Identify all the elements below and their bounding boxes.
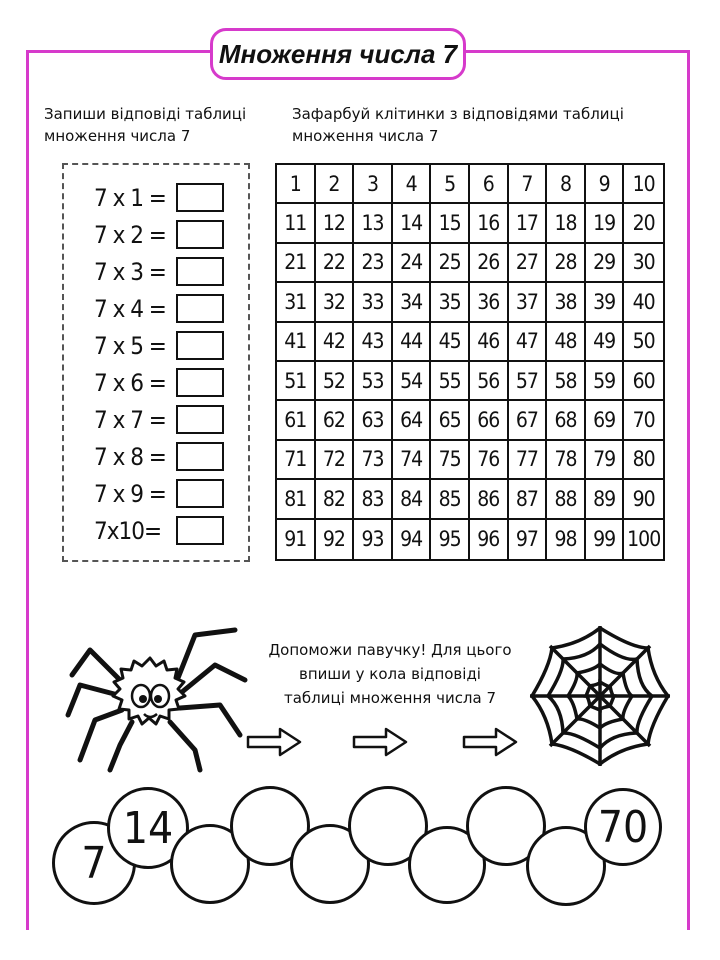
grid-cell[interactable]: 20 xyxy=(624,204,663,243)
grid-cell[interactable]: 91 xyxy=(277,520,316,559)
grid-cell[interactable]: 90 xyxy=(624,480,663,519)
grid-cell[interactable]: 95 xyxy=(431,520,470,559)
grid-cell[interactable]: 58 xyxy=(547,362,586,401)
grid-cell[interactable]: 31 xyxy=(277,283,316,322)
grid-cell[interactable]: 11 xyxy=(277,204,316,243)
grid-cell[interactable]: 35 xyxy=(431,283,470,322)
grid-cell[interactable]: 99 xyxy=(586,520,625,559)
answer-box[interactable] xyxy=(176,294,224,323)
grid-cell[interactable]: 62 xyxy=(316,401,355,440)
grid-cell[interactable]: 83 xyxy=(354,480,393,519)
grid-cell[interactable]: 27 xyxy=(509,244,548,283)
grid-cell[interactable]: 71 xyxy=(277,441,316,480)
chain-circle-filled: 7 xyxy=(52,821,136,905)
grid-cell[interactable]: 37 xyxy=(509,283,548,322)
grid-cell[interactable]: 4 xyxy=(393,165,432,204)
page-title: Множення числа 7 xyxy=(218,38,458,69)
grid-cell[interactable]: 26 xyxy=(470,244,509,283)
equation-row xyxy=(94,183,224,212)
grid-cell[interactable]: 44 xyxy=(393,323,432,362)
instruction-write-answers: Запиши відповіді таблиці множення числа 7 xyxy=(44,105,247,145)
chain-circle-filled: 14 xyxy=(107,787,189,869)
grid-cell[interactable]: 78 xyxy=(547,441,586,480)
equations-panel xyxy=(62,163,250,562)
grid-cell[interactable]: 43 xyxy=(354,323,393,362)
grid-cell[interactable]: 67 xyxy=(509,401,548,440)
grid-cell[interactable]: 98 xyxy=(547,520,586,559)
grid-cell[interactable]: 29 xyxy=(586,244,625,283)
hundred-grid xyxy=(275,163,665,561)
arrow-right-icon xyxy=(246,727,302,757)
answer-box[interactable] xyxy=(176,183,224,212)
grid-cell[interactable]: 13 xyxy=(354,204,393,243)
instruction-color-cells: Зафарбуй клітинки з відповідями таблиці множення числа 7 xyxy=(292,105,624,145)
grid-cell[interactable]: 5 xyxy=(431,165,470,204)
grid-cell[interactable]: 86 xyxy=(470,480,509,519)
grid-cell[interactable]: 48 xyxy=(547,323,586,362)
grid-cell[interactable]: 7 xyxy=(509,165,548,204)
equation-label: 7 x 4 = xyxy=(94,294,166,323)
grid-cell[interactable]: 64 xyxy=(393,401,432,440)
grid-cell[interactable]: 69 xyxy=(586,401,625,440)
grid-cell[interactable]: 25 xyxy=(431,244,470,283)
equation-label: 7 x 6 = xyxy=(94,368,166,397)
grid-cell[interactable]: 15 xyxy=(431,204,470,243)
grid-cell[interactable]: 41 xyxy=(277,323,316,362)
grid-cell[interactable]: 23 xyxy=(354,244,393,283)
spider-icon xyxy=(50,610,250,770)
grid-cell[interactable]: 87 xyxy=(509,480,548,519)
grid-cell[interactable]: 79 xyxy=(586,441,625,480)
grid-cell[interactable]: 68 xyxy=(547,401,586,440)
equation-row xyxy=(94,405,224,434)
grid-cell[interactable]: 14 xyxy=(393,204,432,243)
equation-label: 7 x 5 = xyxy=(94,331,166,360)
equation-label: 7 x 3 = xyxy=(94,257,166,286)
grid-cell[interactable]: 9 xyxy=(586,165,625,204)
equation-row xyxy=(94,220,224,249)
grid-cell[interactable]: 12 xyxy=(316,204,355,243)
grid-cell[interactable]: 33 xyxy=(354,283,393,322)
grid-cell[interactable]: 97 xyxy=(509,520,548,559)
grid-cell[interactable]: 76 xyxy=(470,441,509,480)
answer-box[interactable] xyxy=(176,220,224,249)
grid-cell[interactable]: 38 xyxy=(547,283,586,322)
grid-cell[interactable]: 51 xyxy=(277,362,316,401)
answer-box[interactable] xyxy=(176,368,224,397)
arrow-right-icon xyxy=(352,727,408,757)
grid-cell[interactable]: 17 xyxy=(509,204,548,243)
grid-cell[interactable]: 66 xyxy=(470,401,509,440)
equation-label: 7 x 9 = xyxy=(94,479,166,508)
answer-box[interactable] xyxy=(176,257,224,286)
grid-cell[interactable]: 59 xyxy=(586,362,625,401)
grid-cell[interactable]: 70 xyxy=(624,401,663,440)
grid-cell[interactable]: 74 xyxy=(393,441,432,480)
grid-cell[interactable]: 32 xyxy=(316,283,355,322)
grid-cell[interactable]: 57 xyxy=(509,362,548,401)
grid-cell[interactable]: 42 xyxy=(316,323,355,362)
grid-cell[interactable]: 81 xyxy=(277,480,316,519)
grid-cell[interactable]: 39 xyxy=(586,283,625,322)
equation-row xyxy=(94,368,224,397)
grid-cell[interactable]: 10 xyxy=(624,165,663,204)
grid-cell[interactable]: 50 xyxy=(624,323,663,362)
answer-box[interactable] xyxy=(176,479,224,508)
grid-cell[interactable]: 54 xyxy=(393,362,432,401)
grid-cell[interactable]: 73 xyxy=(354,441,393,480)
grid-cell[interactable]: 88 xyxy=(547,480,586,519)
spider-instruction xyxy=(240,638,540,710)
spider-instruction-line: таблиці множення числа 7 xyxy=(283,689,497,707)
grid-cell[interactable]: 100 xyxy=(627,527,661,552)
grid-cell[interactable]: 34 xyxy=(393,283,432,322)
grid-cell[interactable]: 36 xyxy=(470,283,509,322)
title-banner xyxy=(210,28,466,80)
equation-row xyxy=(94,516,224,545)
spider-web-icon xyxy=(526,622,674,770)
grid-cell[interactable]: 30 xyxy=(624,244,663,283)
grid-cell[interactable]: 94 xyxy=(393,520,432,559)
grid-cell[interactable]: 92 xyxy=(316,520,355,559)
equation-row xyxy=(94,479,224,508)
grid-cell[interactable]: 46 xyxy=(470,323,509,362)
grid-cell[interactable]: 52 xyxy=(316,362,355,401)
grid-cell[interactable]: 45 xyxy=(431,323,470,362)
grid-cell[interactable]: 28 xyxy=(547,244,586,283)
equation-label: 7 x 2 = xyxy=(94,220,166,249)
equation-label: 7x10= xyxy=(94,516,162,545)
grid-cell[interactable]: 6 xyxy=(470,165,509,204)
grid-cell[interactable]: 53 xyxy=(354,362,393,401)
grid-cell[interactable]: 56 xyxy=(470,362,509,401)
grid-cell[interactable]: 80 xyxy=(624,441,663,480)
answer-box[interactable] xyxy=(176,442,224,471)
grid-cell[interactable]: 89 xyxy=(586,480,625,519)
grid-cell[interactable]: 40 xyxy=(624,283,663,322)
grid-cell[interactable]: 60 xyxy=(624,362,663,401)
grid-cell[interactable]: 22 xyxy=(316,244,355,283)
grid-cell[interactable]: 75 xyxy=(431,441,470,480)
grid-cell[interactable]: 61 xyxy=(277,401,316,440)
equation-label: 7 x 8 = xyxy=(94,442,166,471)
grid-cell[interactable]: 21 xyxy=(277,244,316,283)
spider-instruction-line: Допоможи павучку! Для цього xyxy=(268,641,512,659)
answer-box[interactable] xyxy=(176,516,224,545)
spider-instruction-line: впиши у кола відповіді xyxy=(299,665,481,683)
equation-row xyxy=(94,257,224,286)
arrow-right-icon xyxy=(462,727,518,757)
equation-row xyxy=(94,442,224,471)
grid-cell[interactable]: 2 xyxy=(316,165,355,204)
grid-cell[interactable]: 65 xyxy=(431,401,470,440)
equation-row xyxy=(94,294,224,323)
answer-box[interactable] xyxy=(176,405,224,434)
grid-cell[interactable]: 85 xyxy=(431,480,470,519)
grid-cell[interactable]: 18 xyxy=(547,204,586,243)
grid-cell[interactable]: 49 xyxy=(586,323,625,362)
grid-cell[interactable]: 19 xyxy=(586,204,625,243)
grid-cell[interactable]: 77 xyxy=(509,441,548,480)
grid-cell[interactable]: 47 xyxy=(509,323,548,362)
grid-cell[interactable]: 96 xyxy=(470,520,509,559)
grid-cell[interactable]: 72 xyxy=(316,441,355,480)
equation-row xyxy=(94,331,224,360)
grid-cell[interactable]: 1 xyxy=(277,165,316,204)
equation-label: 7 x 7 = xyxy=(94,405,166,434)
grid-cell[interactable]: 8 xyxy=(547,165,586,204)
grid-cell[interactable]: 93 xyxy=(354,520,393,559)
chain-circle-filled: 70 xyxy=(584,788,662,866)
grid-cell[interactable]: 3 xyxy=(354,165,393,204)
grid-cell[interactable]: 55 xyxy=(431,362,470,401)
grid-cell[interactable]: 24 xyxy=(393,244,432,283)
answer-box[interactable] xyxy=(176,331,224,360)
equation-label: 7 x 1 = xyxy=(94,183,166,212)
grid-cell[interactable]: 84 xyxy=(393,480,432,519)
grid-cell[interactable]: 16 xyxy=(470,204,509,243)
grid-cell[interactable]: 63 xyxy=(354,401,393,440)
grid-cell[interactable]: 82 xyxy=(316,480,355,519)
